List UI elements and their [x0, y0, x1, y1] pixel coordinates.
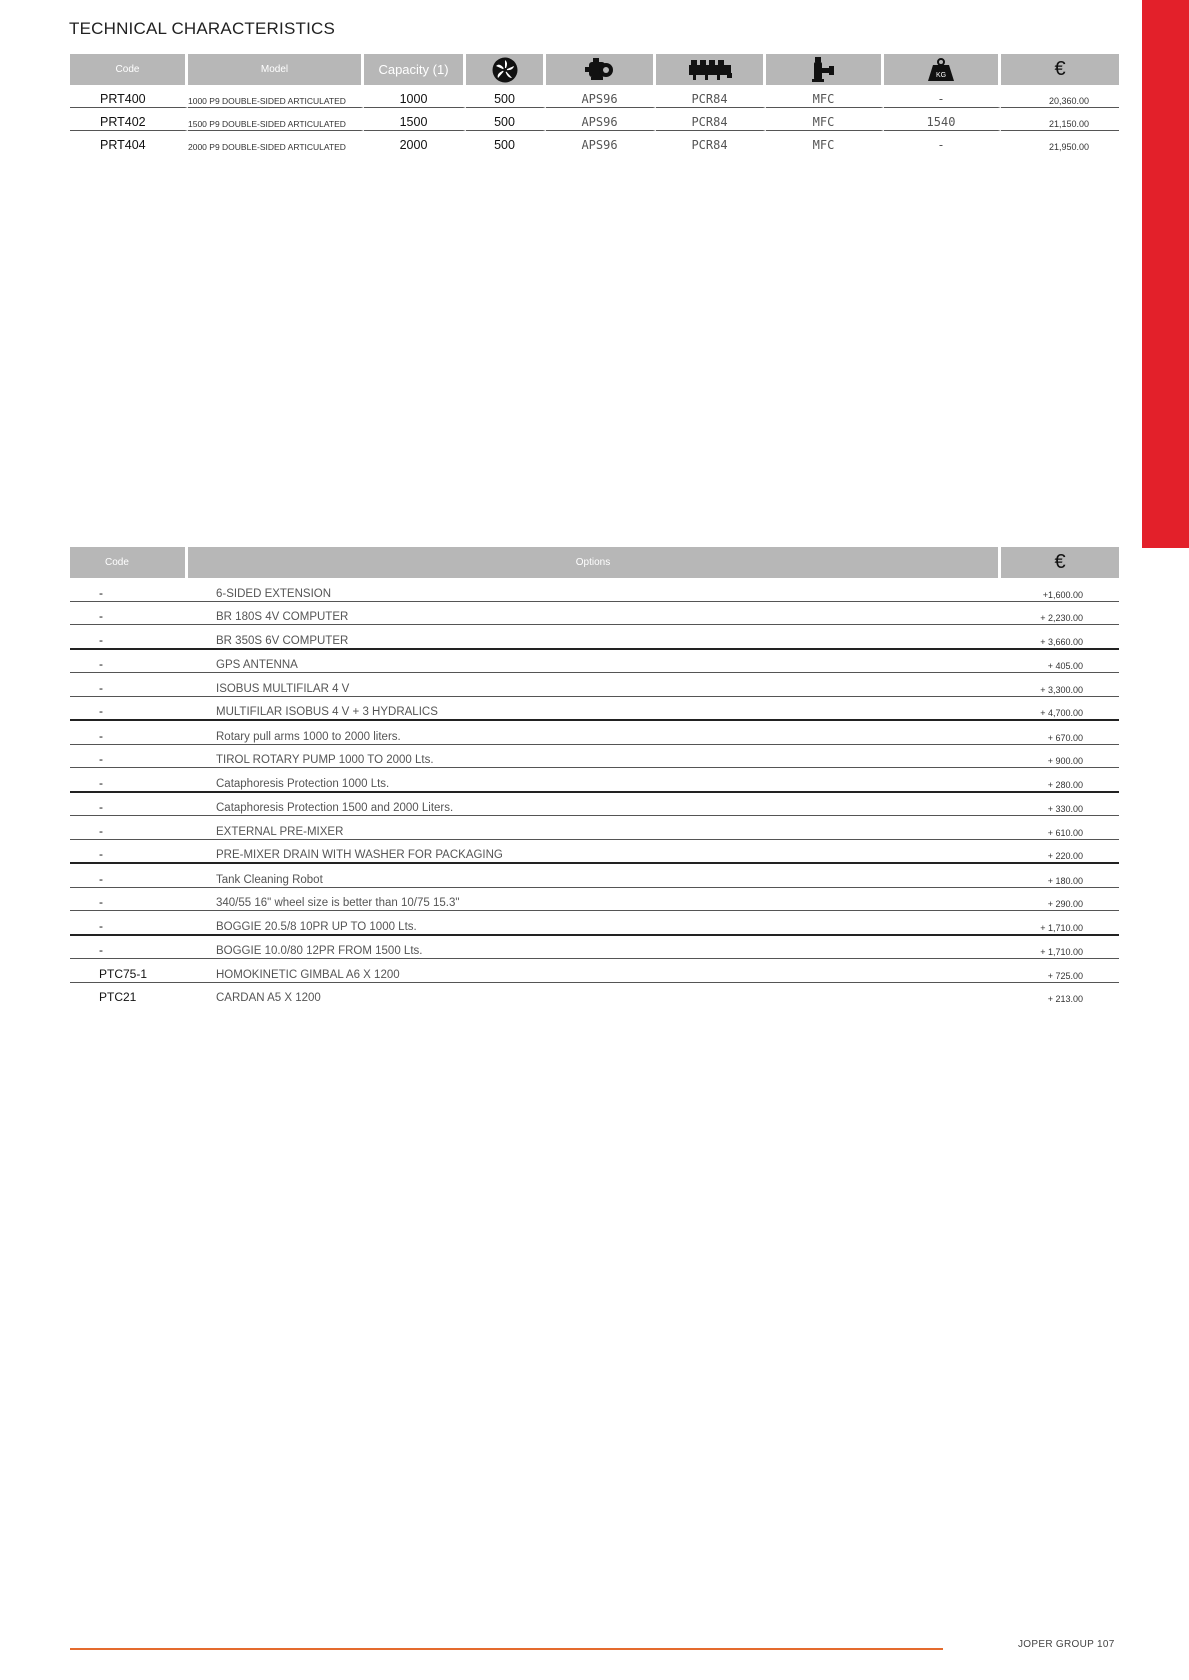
cell-fan: 500 — [466, 85, 546, 108]
cell-option: BOGGIE 10.0/80 12PR FROM 1500 Lts. — [188, 936, 1001, 960]
cell-option: CARDAN A5 X 1200 — [216, 992, 321, 1004]
table-row — [70, 108, 1119, 131]
header-code: Code — [70, 54, 188, 85]
cell-option: BR 350S 6V COMPUTER — [188, 625, 1001, 650]
cell-price: + 220.00 — [1001, 840, 1119, 865]
cell-price: + 3,660.00 — [1001, 625, 1119, 650]
table-row — [70, 793, 1119, 817]
cell-price: + 1,710.00 — [1001, 936, 1119, 960]
cell-distributor: PCR84 — [656, 108, 766, 131]
cell-price: + 4,700.00 — [1001, 697, 1119, 722]
weight-icon — [927, 58, 955, 82]
cell-code: - — [70, 864, 188, 888]
footer-rule — [70, 1648, 943, 1650]
cell-price: 20,360.00 — [1001, 85, 1119, 108]
cell-code: - — [70, 721, 188, 745]
cell-option: TIROL ROTARY PUMP 1000 TO 2000 Lts. — [188, 745, 1001, 769]
table-row — [70, 721, 1119, 745]
cell-code: - — [70, 578, 188, 602]
red-side-tab — [1142, 0, 1189, 548]
cell-option: BR 180S 4V COMPUTER — [188, 602, 1001, 626]
header-price: € — [1001, 547, 1119, 578]
cell-price: 21,950.00 — [1048, 142, 1089, 152]
cell-price: + 670.00 — [1001, 721, 1119, 745]
cell-code: - — [70, 625, 188, 650]
cell-capacity: 1000 — [364, 85, 466, 108]
cell-price: + 180.00 — [1001, 864, 1119, 888]
cell-price: + 900.00 — [1001, 745, 1119, 769]
cell-code: - — [70, 745, 188, 769]
cell-distributor: PCR84 — [656, 131, 766, 153]
table-row — [70, 816, 1119, 840]
cell-code: - — [70, 840, 188, 865]
table-row — [70, 131, 1119, 153]
cell-model: 1000 P9 DOUBLE-SIDED ARTICULATED — [188, 85, 364, 108]
cell-price: + 610.00 — [1001, 816, 1119, 840]
header-filter — [766, 54, 884, 85]
cell-distributor: PCR84 — [656, 85, 766, 108]
table-row — [70, 983, 1119, 1006]
cell-option: MULTIFILAR ISOBUS 4 V + 3 HYDRALICS — [188, 697, 1001, 722]
table-row — [70, 650, 1119, 674]
cell-price: + 330.00 — [1001, 793, 1119, 817]
cell-price: + 1,710.00 — [1001, 911, 1119, 936]
cell-code: - — [70, 697, 188, 722]
cell-capacity: 1500 — [364, 108, 466, 131]
cell-filter: MFC — [766, 85, 884, 108]
table-row — [70, 578, 1119, 602]
cell-price: + 725.00 — [1001, 959, 1119, 983]
header-options: Options — [188, 547, 1001, 578]
cell-weight: 1540 — [884, 108, 1001, 131]
cell-filter: MFC — [766, 108, 884, 131]
header-weight — [884, 54, 1001, 85]
options-table — [70, 547, 1119, 1005]
cell-option: HOMOKINETIC GIMBAL A6 X 1200 — [188, 959, 1001, 983]
cell-code: PTC75-1 — [70, 959, 188, 983]
cell-code: PRT400 — [70, 85, 188, 108]
pump-icon — [585, 58, 615, 82]
cell-model: 1500 P9 DOUBLE-SIDED ARTICULATED — [188, 108, 364, 131]
cell-code: PTC21 — [99, 990, 137, 1004]
table-row — [70, 864, 1119, 888]
cell-filter: MFC — [766, 131, 884, 153]
cell-option: ISOBUS MULTIFILAR 4 V — [188, 673, 1001, 697]
cell-option: PRE-MIXER DRAIN WITH WASHER FOR PACKAGING — [188, 840, 1001, 865]
header-model: Model — [188, 54, 364, 85]
cell-code: - — [70, 602, 188, 626]
cell-price: + 280.00 — [1001, 768, 1119, 793]
cell-option: BOGGIE 20.5/8 10PR UP TO 1000 Lts. — [188, 911, 1001, 936]
cell-model: 2000 P9 DOUBLE-SIDED ARTICULATED — [188, 131, 364, 153]
table-row — [70, 959, 1119, 983]
cell-option: Tank Cleaning Robot — [188, 864, 1001, 888]
cell-fan: 500 — [466, 108, 546, 131]
distributor-icon — [687, 59, 733, 81]
cell-option: 340/55 16" wheel size is better than 10/75 15.3" — [188, 888, 1001, 912]
tech-header-row — [70, 54, 1119, 85]
header-distributor — [656, 54, 766, 85]
cell-option: EXTERNAL PRE-MIXER — [188, 816, 1001, 840]
cell-option: Cataphoresis Protection 1500 and 2000 Liters. — [188, 793, 1001, 817]
cell-price: 21,150.00 — [1001, 108, 1119, 131]
table-row — [70, 85, 1119, 108]
cell-weight: - — [884, 131, 1001, 153]
cell-code: - — [70, 936, 188, 960]
cell-price: + 3,300.00 — [1001, 673, 1119, 697]
table-row — [70, 768, 1119, 793]
cell-price: + 2,230.00 — [1001, 602, 1119, 626]
table-row — [70, 911, 1119, 936]
table-row — [70, 602, 1119, 626]
cell-code: - — [70, 888, 188, 912]
cell-code: - — [70, 768, 188, 793]
cell-option: Cataphoresis Protection 1000 Lts. — [188, 768, 1001, 793]
table-row — [70, 840, 1119, 865]
filter-icon — [812, 57, 836, 83]
cell-option: Rotary pull arms 1000 to 2000 liters. — [188, 721, 1001, 745]
svg-text:KG: KG — [935, 71, 947, 79]
header-code: Code — [70, 547, 188, 578]
table-row — [70, 673, 1119, 697]
cell-code: PRT402 — [70, 108, 188, 131]
fan-icon — [492, 57, 518, 83]
cell-code: - — [70, 650, 188, 674]
table-row — [70, 888, 1119, 912]
header-pump — [546, 54, 656, 85]
cell-price: + 405.00 — [1001, 650, 1119, 674]
table-row — [70, 745, 1119, 769]
cell-pump: APS96 — [546, 131, 656, 153]
table-row — [70, 697, 1119, 722]
cell-fan: 500 — [466, 131, 546, 153]
cell-weight: - — [884, 85, 1001, 108]
cell-code: - — [70, 673, 188, 697]
cell-price: +1,600.00 — [1001, 578, 1119, 602]
options-header-row — [70, 547, 1119, 578]
cell-price: + 213.00 — [1047, 994, 1083, 1004]
technical-characteristics-table — [70, 54, 1119, 153]
footer-page-label: JOPER GROUP 107 — [1018, 1639, 1115, 1650]
table-row — [70, 625, 1119, 650]
cell-code: - — [70, 911, 188, 936]
page-title: TECHNICAL CHARACTERISTICS — [69, 19, 336, 38]
header-price: € — [1001, 54, 1119, 85]
cell-pump: APS96 — [546, 108, 656, 131]
header-capacity: Capacity (1) — [364, 54, 466, 85]
header-fan — [466, 54, 546, 85]
cell-option: GPS ANTENNA — [188, 650, 1001, 674]
cell-capacity: 2000 — [364, 131, 466, 153]
cell-price: + 290.00 — [1001, 888, 1119, 912]
cell-option: 6-SIDED EXTENSION — [188, 578, 1001, 602]
cell-code: PRT404 — [70, 131, 188, 153]
table-row — [70, 936, 1119, 960]
cell-pump: APS96 — [546, 85, 656, 108]
cell-code: - — [70, 793, 188, 817]
cell-code: - — [70, 816, 188, 840]
